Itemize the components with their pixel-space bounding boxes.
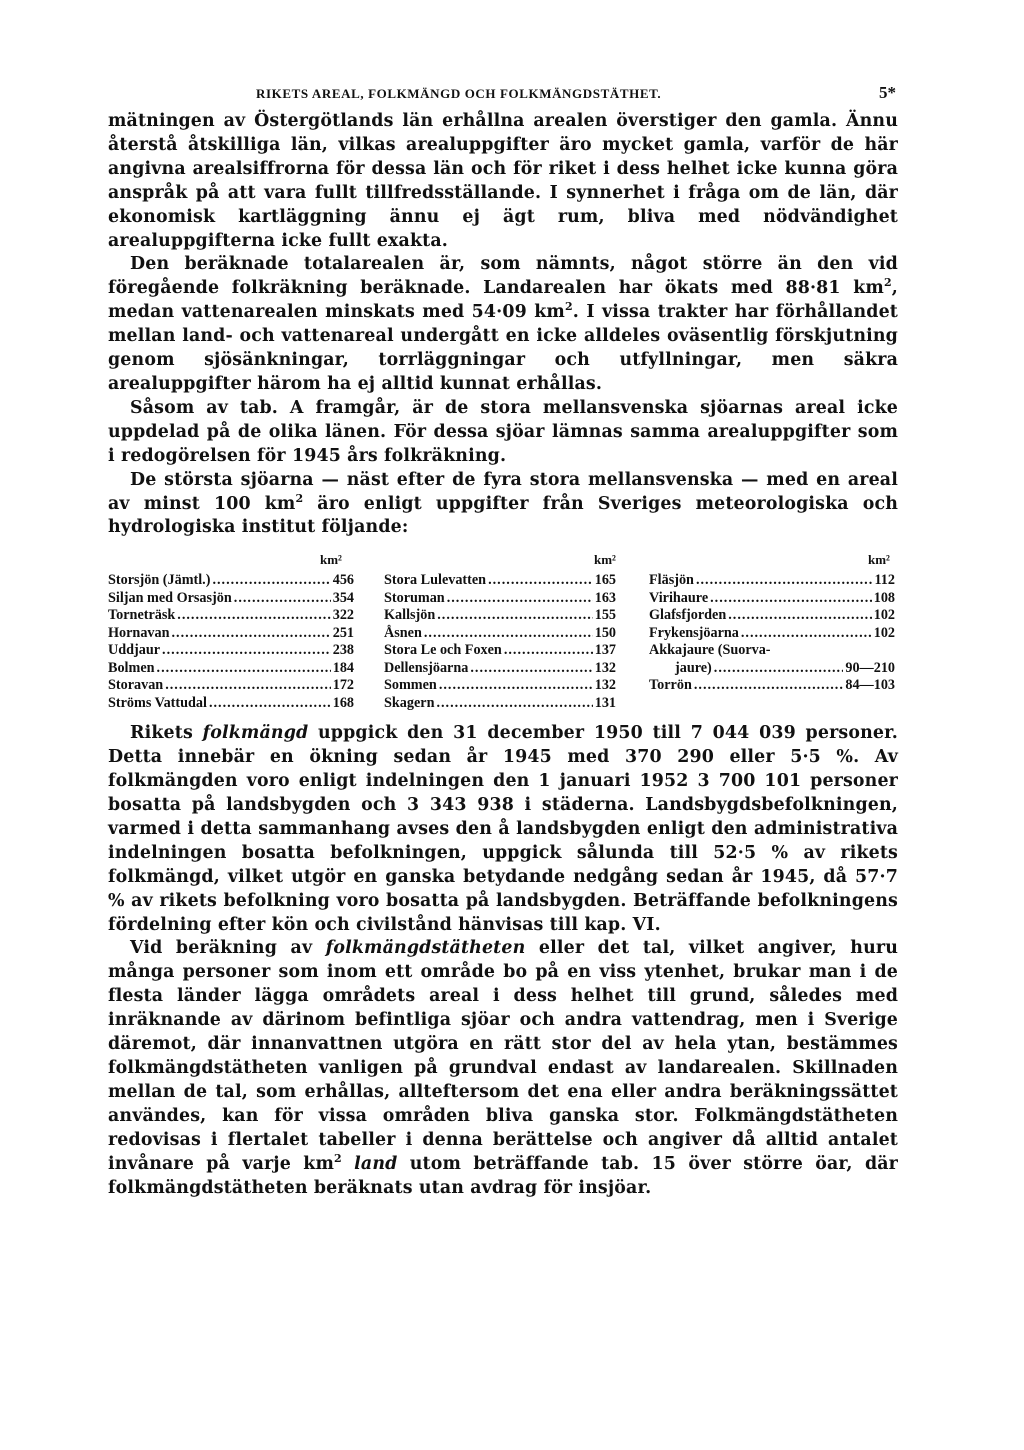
lake-area: 150 bbox=[594, 624, 616, 641]
lake-area: 132 bbox=[594, 677, 616, 694]
lakes-column-3 bbox=[649, 572, 895, 695]
leader-dots bbox=[504, 642, 593, 660]
lake-row bbox=[384, 607, 616, 625]
leader-dots bbox=[696, 572, 873, 590]
lake-row bbox=[108, 590, 354, 608]
paragraph-3 bbox=[108, 397, 898, 469]
lake-name: jaure) bbox=[675, 659, 712, 676]
leader-dots bbox=[162, 642, 331, 660]
running-header bbox=[108, 83, 898, 110]
unit-label: km² bbox=[594, 552, 616, 568]
lake-area: 108 bbox=[873, 589, 895, 606]
leader-dots bbox=[209, 695, 331, 713]
body-text bbox=[108, 110, 898, 540]
lake-name: Storavan bbox=[108, 677, 164, 694]
unit-label: km² bbox=[868, 552, 890, 568]
leader-dots bbox=[437, 607, 592, 625]
lake-name: Åsnen bbox=[384, 624, 422, 641]
lake-area: 165 bbox=[594, 572, 616, 589]
lake-row bbox=[108, 572, 354, 590]
emphasis: folkmängdstätheten bbox=[325, 938, 526, 959]
leader-dots bbox=[172, 625, 331, 643]
paragraph-2 bbox=[108, 253, 898, 396]
paragraph-4-text-a: De största sjöarna — näst efter de fyra stora mellansvenska — med en areal av minst 100 km bbox=[108, 469, 898, 514]
page-number: 5* bbox=[879, 83, 896, 102]
lake-area: 137 bbox=[594, 642, 616, 659]
lakes-column-1 bbox=[108, 572, 354, 712]
leader-dots bbox=[439, 677, 593, 695]
lake-area: 172 bbox=[332, 677, 354, 694]
lake-row bbox=[649, 677, 895, 695]
superscript: 2 bbox=[564, 300, 573, 314]
lake-row bbox=[384, 642, 616, 660]
leader-dots bbox=[714, 660, 844, 678]
lake-name: Dellensjöarna bbox=[384, 659, 469, 676]
paragraph-4 bbox=[108, 469, 898, 541]
paragraph-3-text: Såsom av tab. A framgår, är de stora mellansvenska sjöarnas areal icke uppdelad på de olika länen. För dessa sjöar lämnas samma arealuppgifter som i redogörelsen för 1945 års folkräkning. bbox=[108, 397, 898, 466]
lake-area: 131 bbox=[594, 694, 616, 711]
lake-area: 112 bbox=[874, 572, 895, 589]
leader-dots bbox=[436, 695, 592, 713]
lake-row bbox=[649, 660, 895, 678]
superscript: 2 bbox=[883, 276, 892, 290]
paragraph-2-text-b: , medan vattenarealen minskats med 54·09 km bbox=[108, 278, 898, 323]
leader-dots bbox=[488, 572, 593, 590]
lake-name: Akkajaure (Suorva- bbox=[649, 642, 771, 659]
lake-area: 168 bbox=[332, 694, 354, 711]
leader-dots bbox=[177, 607, 330, 625]
lake-name: Uddjaur bbox=[108, 642, 161, 659]
lake-row bbox=[108, 607, 354, 625]
paragraph-6-text-c: utom beträffande tab. 15 över större öar, där folkmängdstätheten beräknats utan avdrag för insjöar. bbox=[108, 1153, 898, 1198]
paragraph-2-text-c: . I vissa trakter har förhållandet mellan land- och vattenareal undergått en icke alldeles oväsentlig förskjutning genom sjösänkningar, torrläggningar och utfyllningar, men säkra arealuppgifter härom ha ej alltid kunnat erhållas. bbox=[108, 302, 898, 394]
lake-row bbox=[108, 695, 354, 713]
paragraph-6-text-b: eller det tal, vilket angiver, huru många personer som inom ett område bo på en viss ytenhet, brukar man i de flesta länder lägga områdets areal i dess helhet till grund, således med inräknande av därinom befintliga sjöar och andra vattendrag, men i Sverige däremot, där innanvattnen utgöra en rätt stor del av hela ytan, bestämmes folkmängdstätheten vanligen på grundval endast av landarealen. Skillnaden mellan de tal, som erhållas, allteftersom det ena eller andra beräkningssättet användes, kan för vissa områden bliva ganska stor. Folkmängdstätheten redovisas i flertalet tabeller i denna berättelse och angiver då alltid antalet invånare på varje km bbox=[108, 938, 898, 1174]
paragraph-1-text: mätningen av Östergötlands län erhållna arealen överstiger den gamla. Ännu återstå åtskilliga län, vilkas arealuppgifter äro mycket gamla, varför de här angivna arealsiffrorna för dessa län och för riket i dess helhet icke kunna göra anspråk på att vara fullt tillfredsställande. I synnerhet i fråga om de län, där ekonomisk kartläggning ännu ej ägt rum, bliva med nödvändighet arealuppgifterna icke fullt exakta. bbox=[108, 111, 898, 251]
lake-name: Fläsjön bbox=[649, 572, 694, 589]
lake-name: Torneträsk bbox=[108, 607, 176, 624]
lake-row bbox=[649, 642, 895, 660]
lake-name: Sommen bbox=[384, 677, 437, 694]
lake-name: Stora Lulevatten bbox=[384, 572, 487, 589]
lake-row bbox=[649, 625, 895, 643]
leader-dots bbox=[424, 625, 593, 643]
leader-dots bbox=[212, 572, 330, 590]
emphasis: folkmängd bbox=[202, 723, 309, 744]
lake-row bbox=[384, 660, 616, 678]
lake-row bbox=[384, 695, 616, 713]
paragraph-5-text-b: uppgick den 31 december 1950 till 7 044 039 personer. Detta innebär en ökning sedan år 1945 med 370 290 eller 5·5 %. Av folkmängden voro enligt indelningen den 1 januari 1952 3 700 101 personer bosatta på landsbygden och 3 343 938 i städerna. Landsbygdsbefolkningen, varmed i detta sammanhang avses den å landsbygden enligt den administrativa indelningen bosatta befolkningen, uppgick sålunda till 52·5 % av rikets folkmängd, vilket utgör en ganska betydande nedgång sedan år 1945, då 57·7 % av rikets befolkning voro bosatta på landsbygden. Beträffande befolkningens fördelning efter kön och civilstånd hänvisas till kap. VI. bbox=[108, 723, 898, 935]
header-title: RIKETS AREAL, FOLKMÄNGD OCH FOLKMÄNGDSTÄTHET. bbox=[256, 86, 662, 101]
lake-row bbox=[108, 660, 354, 678]
leader-dots bbox=[157, 660, 331, 678]
paragraph-1 bbox=[108, 110, 898, 253]
leader-dots bbox=[165, 677, 331, 695]
lake-name: Hornavan bbox=[108, 624, 170, 641]
lake-row bbox=[384, 572, 616, 590]
lake-area: 132 bbox=[594, 659, 616, 676]
lake-row bbox=[108, 677, 354, 695]
lake-area: 322 bbox=[332, 607, 354, 624]
lake-name: Bolmen bbox=[108, 659, 155, 676]
lake-name: Ströms Vattudal bbox=[108, 694, 207, 711]
paragraph-2-text-a: Den beräknade totalarealen är, som nämnts, något större än den vid föregående folkräkning beräknade. Landarealen har ökats med 88·81 km bbox=[108, 254, 898, 299]
leader-dots bbox=[728, 607, 871, 625]
lake-row bbox=[649, 607, 895, 625]
lake-name: Kallsjön bbox=[384, 607, 436, 624]
document-page bbox=[108, 83, 899, 1200]
emphasis: land bbox=[354, 1153, 398, 1174]
lake-name: Glafsfjorden bbox=[649, 607, 727, 624]
lake-name: Torrön bbox=[649, 677, 692, 694]
lake-row bbox=[108, 642, 354, 660]
lake-name: Storuman bbox=[384, 589, 445, 606]
lake-row bbox=[384, 677, 616, 695]
lake-area: 184 bbox=[332, 659, 354, 676]
lake-area: 84—103 bbox=[845, 677, 895, 694]
leader-dots bbox=[470, 660, 592, 678]
lake-area: 456 bbox=[332, 572, 354, 589]
lake-row bbox=[649, 572, 895, 590]
lake-row bbox=[108, 625, 354, 643]
lake-row bbox=[384, 625, 616, 643]
lake-area: 102 bbox=[873, 624, 895, 641]
lake-name: Virihaure bbox=[649, 589, 709, 606]
paragraph-5-text-a: Rikets bbox=[130, 723, 203, 744]
lake-row bbox=[649, 590, 895, 608]
superscript: 2 bbox=[334, 1151, 342, 1165]
leader-dots bbox=[234, 590, 331, 608]
lake-name: Siljan med Orsasjön bbox=[108, 589, 232, 606]
lake-name: Frykensjöarna bbox=[649, 624, 739, 641]
lake-area: 238 bbox=[332, 642, 354, 659]
leader-dots bbox=[710, 590, 872, 608]
superscript: 2 bbox=[295, 491, 304, 505]
leader-dots bbox=[447, 590, 593, 608]
lake-area: 90—210 bbox=[845, 659, 895, 676]
leader-dots bbox=[741, 625, 872, 643]
lake-name: Storsjön (Jämtl.) bbox=[108, 572, 211, 589]
paragraph-4-text-b: äro enligt uppgifter från Sveriges meteorologiska och hydrologiska institut följande: bbox=[108, 493, 899, 538]
lake-name: Skagern bbox=[384, 694, 435, 711]
body-text-continued bbox=[108, 722, 898, 1200]
paragraph-6 bbox=[108, 937, 898, 1200]
leader-dots bbox=[694, 677, 844, 695]
paragraph-6-text-a: Vid beräkning av bbox=[130, 938, 326, 959]
lake-area: 251 bbox=[332, 624, 354, 641]
lake-area: 163 bbox=[594, 589, 616, 606]
lake-row bbox=[384, 590, 616, 608]
lakes-table bbox=[108, 552, 898, 711]
lake-area: 155 bbox=[594, 607, 616, 624]
lake-name: Stora Le och Foxen bbox=[384, 642, 502, 659]
unit-label: km² bbox=[320, 552, 342, 568]
lake-area: 102 bbox=[873, 607, 895, 624]
lake-area: 354 bbox=[332, 589, 354, 606]
paragraph-5 bbox=[108, 722, 898, 937]
lakes-column-2 bbox=[384, 572, 616, 712]
